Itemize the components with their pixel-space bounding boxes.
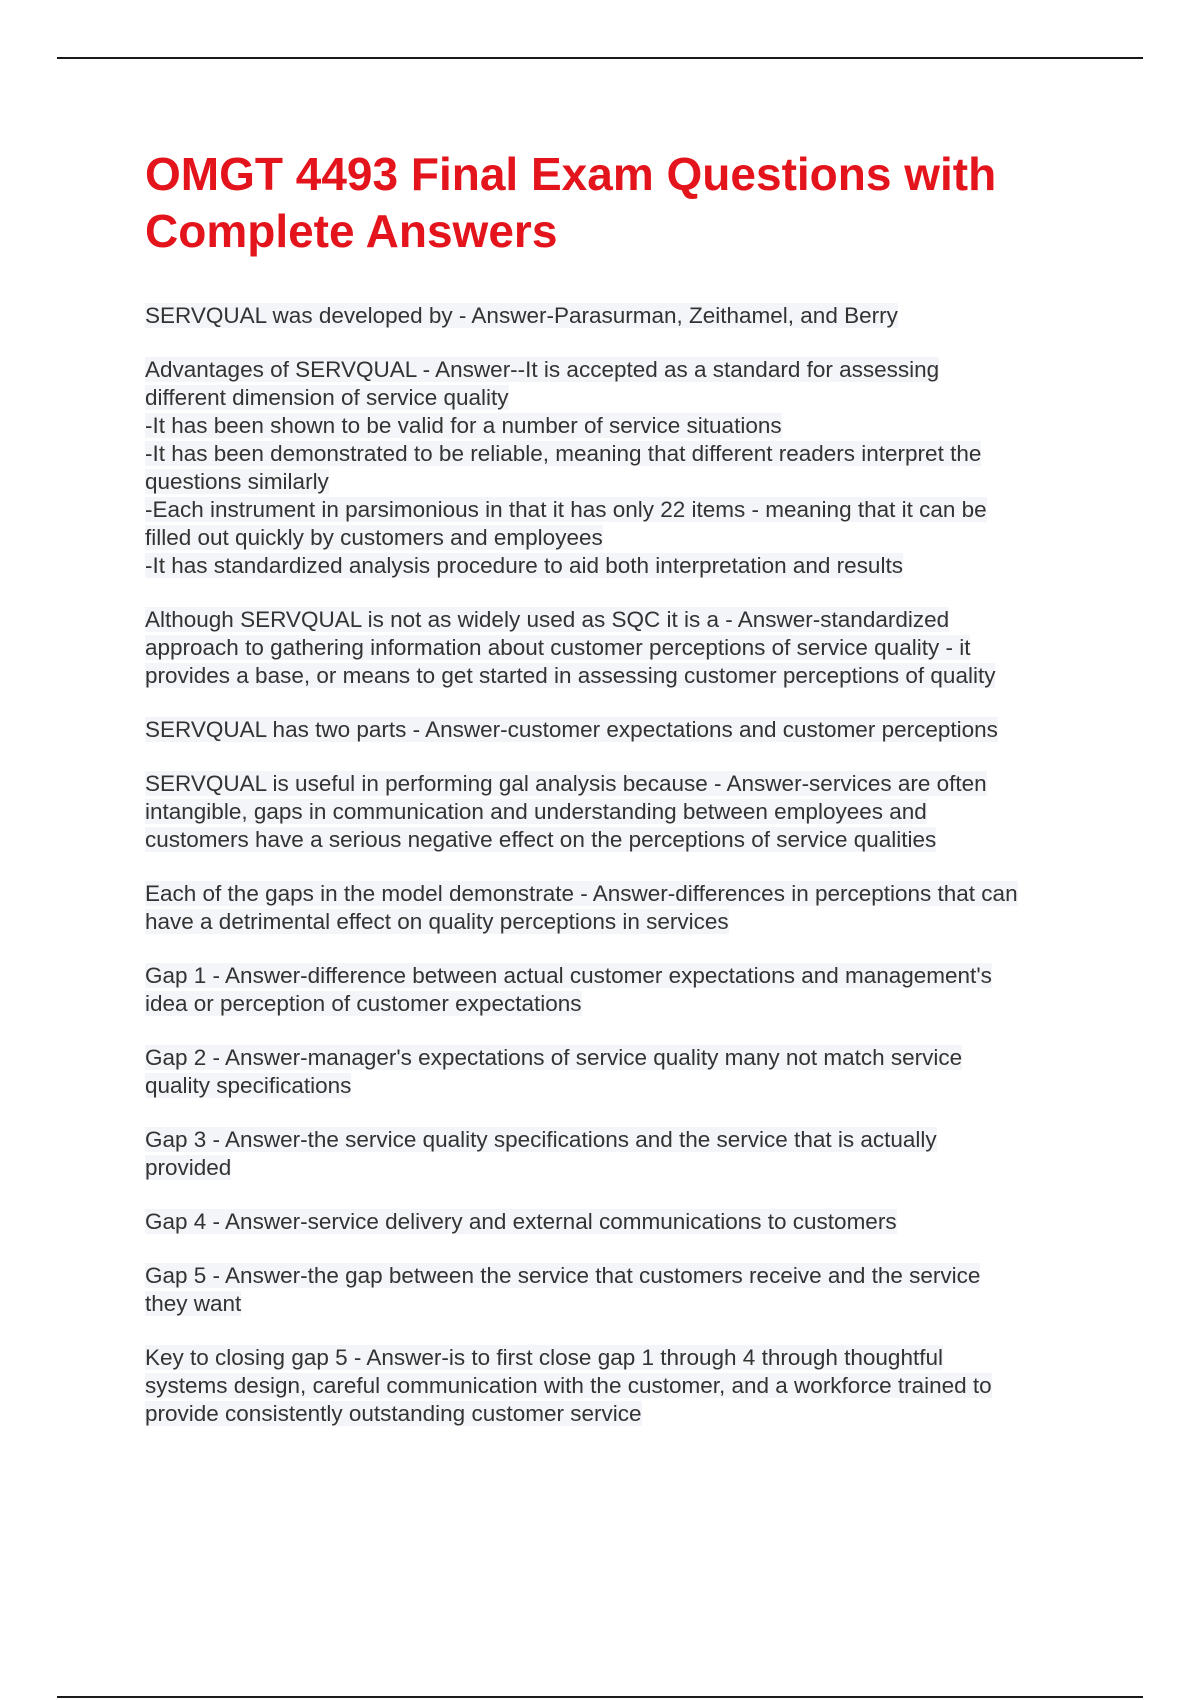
qa-entry (145, 1344, 1095, 1428)
qa-entry (145, 1126, 1095, 1182)
qa-entry-line: Gap 2 - Answer-manager's expectations of service quality many not match service (145, 1045, 963, 1070)
qa-entry (145, 1208, 1095, 1236)
qa-entry-line: Gap 5 - Answer-the gap between the service that customers receive and the service (145, 1263, 981, 1288)
qa-entry-line: -It has been demonstrated to be reliable, meaning that different readers interpret the (145, 441, 982, 466)
qa-entry (145, 1262, 1095, 1318)
qa-entry-line: -It has standardized analysis procedure to aid both interpretation and results (145, 553, 903, 578)
document-title (145, 146, 1105, 260)
qa-entry-line: provides a base, or means to get started in assessing customer perceptions of quality (145, 663, 996, 688)
qa-list (145, 302, 1095, 1454)
qa-entry-line: they want (145, 1291, 242, 1316)
qa-entry-line: SERVQUAL is useful in performing gal analysis because - Answer-services are often (145, 771, 987, 796)
qa-entry-line: approach to gathering information about customer perceptions of service quality - it (145, 635, 971, 660)
qa-entry-line: Although SERVQUAL is not as widely used as SQC it is a - Answer-standardized (145, 607, 950, 632)
qa-entry-line: questions similarly (145, 469, 329, 494)
qa-entry-line: SERVQUAL was developed by - Answer-Parasurman, Zeithamel, and Berry (145, 303, 898, 328)
header-rule (57, 57, 1143, 59)
qa-entry-line: idea or perception of customer expectations (145, 991, 582, 1016)
qa-entry-line: different dimension of service quality (145, 385, 509, 410)
title-line-1: OMGT 4493 Final Exam Questions with (145, 148, 997, 200)
qa-entry (145, 356, 1095, 580)
qa-entry (145, 716, 1095, 744)
qa-entry-line: quality specifications (145, 1073, 352, 1098)
title-line-2: Complete Answers (145, 205, 558, 257)
qa-entry-line: Key to closing gap 5 - Answer-is to first close gap 1 through 4 through thoughtful (145, 1345, 943, 1370)
qa-entry-line: Advantages of SERVQUAL - Answer--It is accepted as a standard for assessing (145, 357, 940, 382)
qa-entry-line: Gap 3 - Answer-the service quality specifications and the service that is actually (145, 1127, 937, 1152)
qa-entry (145, 962, 1095, 1018)
qa-entry-line: -Each instrument in parsimonious in that it has only 22 items - meaning that it can be (145, 497, 987, 522)
qa-entry-line: Each of the gaps in the model demonstrate - Answer-differences in perceptions that can (145, 881, 1018, 906)
qa-entry-line: systems design, careful communication with the customer, and a workforce trained to (145, 1373, 992, 1398)
qa-entry (145, 880, 1095, 936)
qa-entry-line: provide consistently outstanding customer service (145, 1401, 642, 1426)
qa-entry-line: Gap 1 - Answer-difference between actual customer expectations and management's (145, 963, 992, 988)
qa-entry-line: filled out quickly by customers and employees (145, 525, 603, 550)
qa-entry (145, 1044, 1095, 1100)
qa-entry-line: have a detrimental effect on quality perceptions in services (145, 909, 729, 934)
qa-entry-line: intangible, gaps in communication and understanding between employees and (145, 799, 927, 824)
qa-entry (145, 770, 1095, 854)
qa-entry-line: SERVQUAL has two parts - Answer-customer expectations and customer perceptions (145, 717, 998, 742)
qa-entry-line: customers have a serious negative effect on the perceptions of service qualities (145, 827, 937, 852)
qa-entry-line: -It has been shown to be valid for a number of service situations (145, 413, 782, 438)
qa-entry-line: Gap 4 - Answer-service delivery and external communications to customers (145, 1209, 897, 1234)
footer-rule (57, 1696, 1143, 1698)
qa-entry (145, 302, 1095, 330)
qa-entry (145, 606, 1095, 690)
qa-entry-line: provided (145, 1155, 232, 1180)
